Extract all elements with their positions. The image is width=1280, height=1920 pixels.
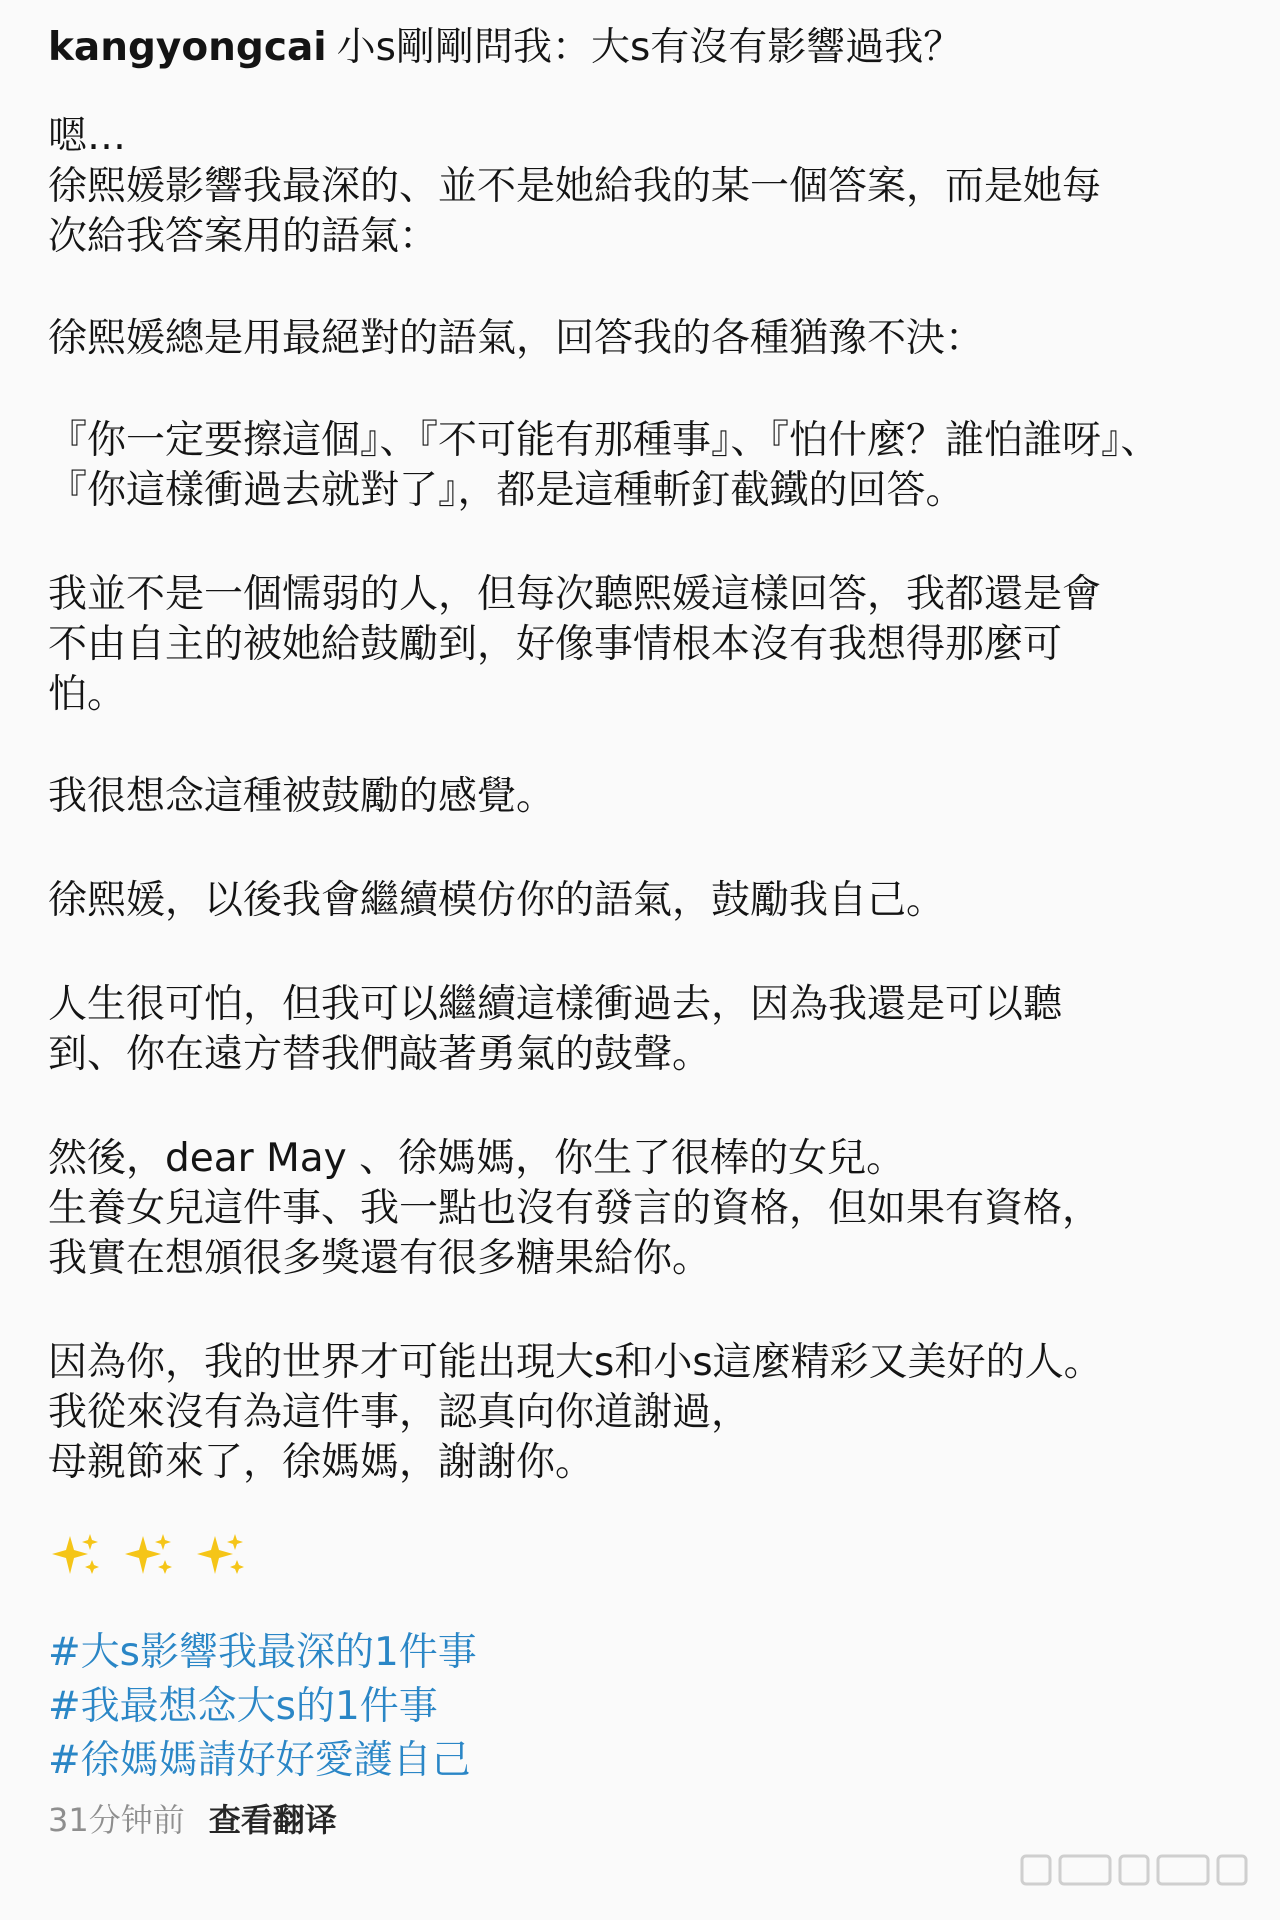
caption-line: 『你這樣衝過去就對了』，都是這種斬釘截鐵的回答。: [48, 468, 965, 513]
caption-paragraph: [48, 772, 1238, 822]
sparkles-icon: [48, 1530, 104, 1580]
caption-paragraph: [48, 570, 1238, 720]
post-container: [48, 22, 1238, 1842]
caption-line: 到、你在遠方替我們敲著勇氣的鼓聲。: [48, 1032, 712, 1077]
username[interactable]: kangyongcai: [48, 25, 327, 70]
caption-paragraph: [48, 876, 1238, 926]
caption-line: 『你一定要擦這個』、『不可能有那種事』、『怕什麼？誰怕誰呀』、: [48, 418, 1160, 463]
watermark-logo: [1020, 1850, 1250, 1890]
sparkles-icon: [193, 1530, 249, 1580]
hashtag-link[interactable]: #大s影響我最深的1件事: [48, 1630, 477, 1675]
caption-line: 怕。: [48, 672, 127, 717]
caption-paragraph: [48, 416, 1238, 516]
see-translation-link[interactable]: 查看翻译: [208, 1801, 337, 1839]
caption-line: 生養女兒這件事、我一點也沒有發言的資格，但如果有資格，: [48, 1186, 1102, 1231]
caption-line: 我從來沒有為這件事，認真向你道謝過，: [48, 1390, 751, 1435]
caption-paragraph: [48, 1134, 1238, 1284]
caption-line: 我實在想頒很多獎還有很多糖果給你。: [48, 1236, 712, 1281]
caption-line: 徐熙媛，以後我會繼續模仿你的語氣，鼓勵我自己。: [48, 878, 946, 923]
caption-line: 然後，dear May 、徐媽媽，你生了很棒的女兒。: [48, 1136, 906, 1181]
sparkles-emoji-row: [48, 1528, 1238, 1578]
post-timestamp: 31分钟前: [48, 1801, 185, 1839]
caption-paragraph: [48, 314, 1238, 364]
caption-paragraph: [48, 1338, 1238, 1488]
caption-line: 嗯…: [48, 114, 127, 159]
caption-line: 我並不是一個懦弱的人，但每次聽熙媛這樣回答，我都還是會: [48, 572, 1102, 617]
caption-paragraph: [48, 980, 1238, 1080]
hashtag-link[interactable]: #徐媽媽請好好愛護自己: [48, 1738, 471, 1783]
caption-line: 因為你，我的世界才可能出現大s和小s這麼精彩又美好的人。: [48, 1340, 1103, 1385]
caption-line: 徐熙媛總是用最絕對的語氣，回答我的各種猶豫不決：: [48, 316, 985, 361]
caption-line: 次給我答案用的語氣：: [48, 214, 439, 259]
caption-line: 母親節來了，徐媽媽，謝謝你。: [48, 1440, 595, 1485]
caption-line: 徐熙媛影響我最深的、並不是她給我的某一個答案，而是她每: [48, 164, 1102, 209]
caption-body: [48, 112, 1238, 1488]
hashtag-link[interactable]: #我最想念大s的1件事: [48, 1684, 438, 1729]
post-footer: [48, 1798, 1238, 1842]
caption-line: 不由自主的被她給鼓勵到，好像事情根本沒有我想得那麼可: [48, 622, 1063, 667]
caption-line: 人生很可怕，但我可以繼續這樣衝過去，因為我還是可以聽: [48, 982, 1063, 1027]
caption-paragraph: [48, 112, 1238, 162]
sparkles-icon: [121, 1530, 177, 1580]
caption-paragraph: [48, 162, 1238, 262]
post-header: [48, 22, 1238, 74]
hashtag-list: [48, 1626, 1238, 1788]
caption-first-line: 小s剛剛問我：大s有沒有影響過我？: [336, 25, 963, 70]
caption-line: 我很想念這種被鼓勵的感覺。: [48, 774, 556, 819]
